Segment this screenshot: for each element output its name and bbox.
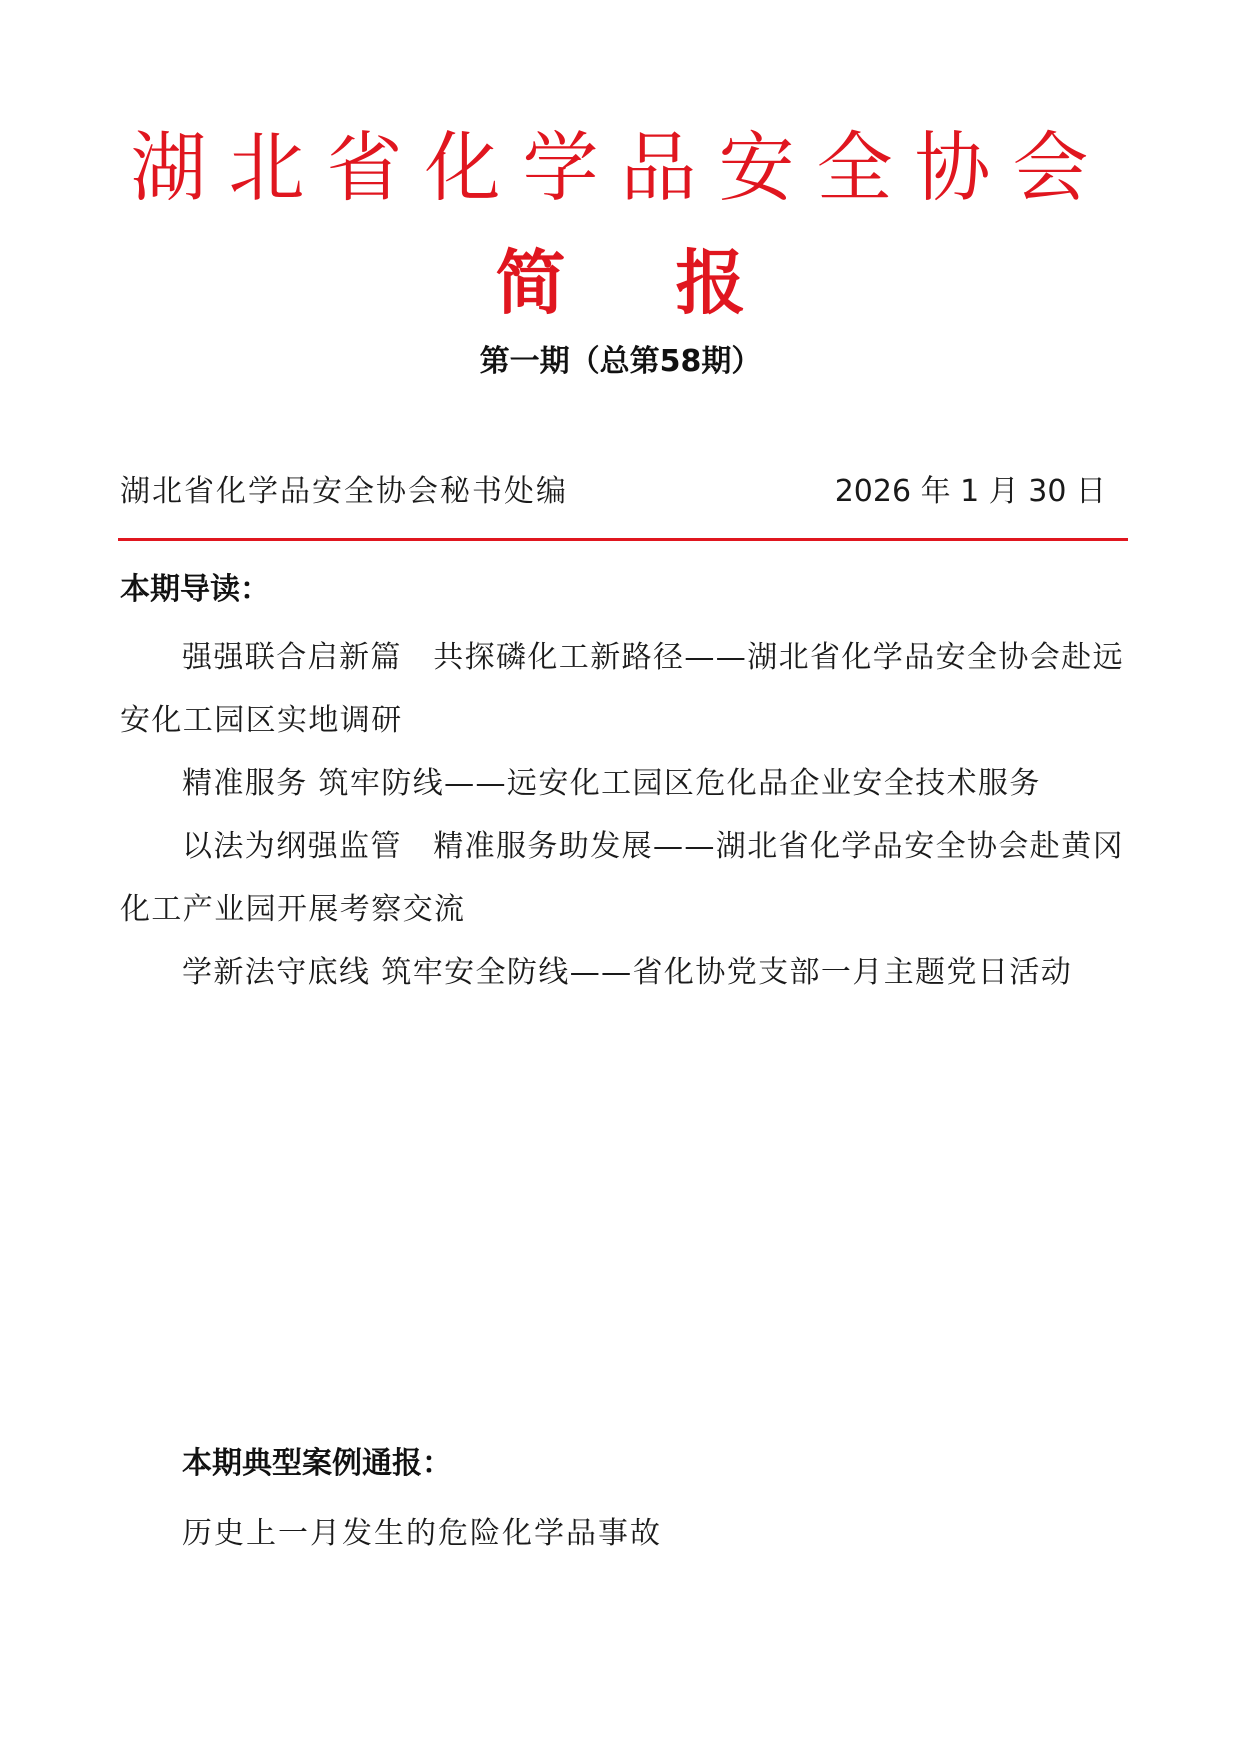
bulletin-title-char-1: 简 — [495, 242, 566, 324]
issue-number: 第一期（总第58期） — [479, 344, 762, 379]
bulletin-title — [0, 238, 1241, 328]
guide-item: 学新法守底线 筑牢安全防线——省化协党支部一月主题党日活动 — [182, 955, 1073, 990]
guide-list — [120, 626, 1130, 1004]
cases-heading: 本期典型案例通报： — [182, 1446, 452, 1481]
guide-item: 以法为纲强监管 精准服务助发展——湖北省化学品安全协会赴黄冈化工产业园开展考察交流 — [120, 829, 1124, 927]
guide-item: 精准服务 筑牢防线——远安化工园区危化品企业安全技术服务 — [182, 766, 1041, 801]
guide-item: 强强联合启新篇 共探磷化工新路径——湖北省化学品安全协会赴远安化工园区实地调研 — [120, 640, 1124, 738]
publish-date: 2026 年 1 月 30 日 — [834, 474, 1106, 509]
bulletin-title-char-2: 报 — [675, 242, 746, 324]
header-divider — [118, 538, 1128, 541]
guide-heading: 本期导读： — [120, 572, 270, 607]
case-item: 历史上一月发生的危险化学品事故 — [182, 1516, 662, 1551]
editor-line: 湖北省化学品安全协会秘书处编 — [120, 474, 568, 509]
organization-title: 湖北省化学品安全协会 — [130, 123, 1111, 212]
